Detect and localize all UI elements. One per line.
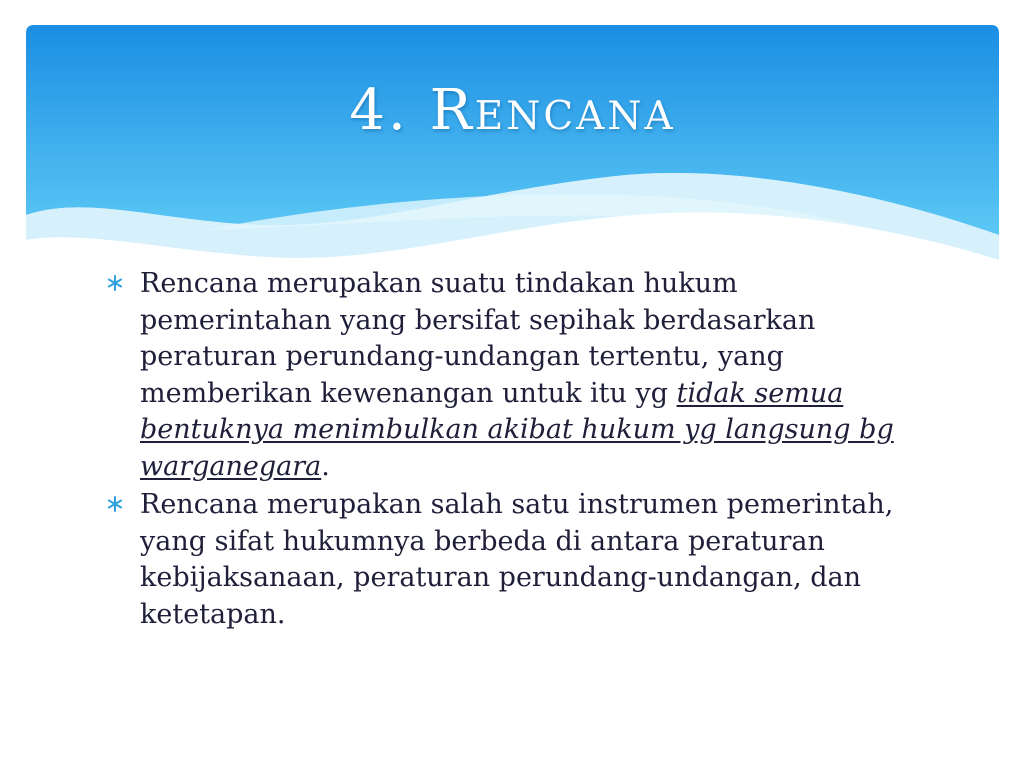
bullet-item-2 — [104, 487, 934, 633]
bullet-end-punctuation: . — [321, 450, 330, 482]
bullet-text: Rencana merupakan salah satu instrumen pemerintah, yang sifat hukumnya berbeda di antara peraturan kebijaksanaan, peraturan perundang-undangan, dan ketetapan. — [140, 489, 894, 630]
bullet-list — [104, 266, 934, 633]
slide-body — [104, 266, 934, 635]
bullet-emphasis-text: tidak semua bentuknya menimbulkan akibat hukum yg langsung bg warganegara — [140, 377, 894, 482]
bullet-text: Rencana merupakan suatu tindakan hukum pemerintahan yang bersifat sepihak berdasarkan peraturan perundang-undangan tertentu, yang memberikan kewenangan untuk itu yg — [140, 268, 816, 409]
slide-title: 4. Rencana — [349, 78, 676, 143]
asterisk-bullet-icon — [106, 495, 124, 513]
bullet-item-1 — [104, 266, 934, 485]
asterisk-bullet-icon — [106, 274, 124, 292]
